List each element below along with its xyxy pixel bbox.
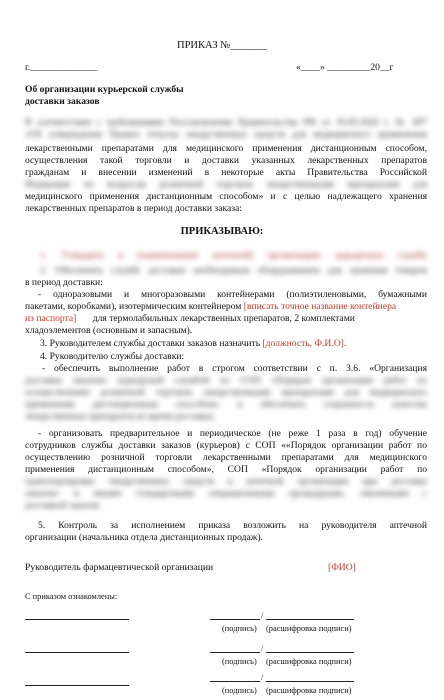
preamble-line: лекарственными препаратами для медицинского применения дистанционным способом, — [25, 143, 427, 154]
placeholder-position: [должность, Ф.И.О]. — [262, 338, 347, 349]
name-line[interactable] — [25, 618, 129, 620]
blurred-text: применения дистанционным способом» и обеспечить сохранность качества — [25, 399, 427, 410]
item2-line: хладоэлементов (основным и запасным). — [25, 325, 193, 336]
signature-line[interactable] — [210, 680, 260, 682]
item4-line: сотрудников службы доставки заказов (курьеров) с СОП ««Порядок организации работ по — [25, 440, 427, 451]
signature-line[interactable] — [210, 651, 260, 653]
decode-line[interactable] — [266, 651, 354, 653]
date-field: «____» _________20__г — [296, 62, 394, 73]
blurred-text: 2. Обеспечить службу доставки необходимым оборудованием для хранения товаров — [40, 265, 427, 276]
preamble-line: лекарственных препаратов в период доставки заказа: — [25, 203, 242, 214]
blurred-text: доставкой заказов. — [25, 500, 102, 511]
acquainted-label: С приказом ознакомлены: — [25, 592, 118, 601]
item4-line: - организовать предварительное и периодическое (не реже 1 раза в год) обучение — [38, 428, 427, 439]
subject-line-1: Об организации курьерской службы — [25, 84, 184, 95]
item2-line — [25, 301, 427, 313]
name-line[interactable] — [25, 684, 129, 686]
item2-line: - одноразовыми и многоразовыми контейнерами (полиэтиленовыми, бумажными — [38, 289, 427, 300]
item2-line — [25, 313, 427, 325]
blurred-text: доставки заказов» курьерской службой по СОП «Порядок организации работ по — [25, 375, 427, 386]
blurred-text: транспортировке лекарственных средств в аптечной организации при доставке — [25, 476, 427, 487]
slash: / — [261, 644, 264, 653]
preamble-line: гражданам и внесении изменений в некоторые акты Правительства Российской — [25, 167, 427, 178]
blurred-text: осуществлению розничной торговли лекарственными препаратами для медицинского — [25, 387, 427, 398]
preamble-line: осуществления такой торговли и доставки указанных лекарственных препаратов — [25, 155, 427, 166]
item4-line: 4. Руководителю службы доставки: — [40, 351, 185, 362]
item3-text: 3. Руководителем службы доставки заказов назначить — [40, 338, 261, 349]
decode-line[interactable] — [266, 618, 354, 620]
item4-line: применения дистанционным способом», СОП «Порядок организации работ по — [25, 464, 427, 475]
order-heading: ПРИКАЗЫВАЮ: — [180, 226, 264, 237]
sign-caption: (подпись) — [222, 686, 257, 695]
placeholder-passport: из паспорта] — [25, 313, 77, 324]
item2-line: в период доставки: — [25, 277, 103, 288]
slash: / — [261, 611, 264, 620]
placeholder-fio: [ФИО] — [328, 562, 356, 573]
decode-line[interactable] — [266, 680, 354, 682]
item2-text: пакетами, коробками), изотермическим контейнером — [25, 301, 242, 312]
blurred-text: Федерации по вопросам розничной торговли лекарственными препаратами для — [25, 179, 427, 190]
placeholder-container: [вписать точное название контейнера — [243, 301, 397, 312]
city-field: г.______________ — [25, 62, 98, 73]
order-title: ПРИКАЗ №_______ — [177, 40, 267, 51]
item4-line: осуществлению розничной торговли лекарственными препаратами для медицинского — [25, 452, 427, 463]
decode-caption: (расшифровка подписи) — [266, 624, 352, 633]
blurred-text: В соответствии с требованиями Постановления Правительства РФ от 16.05.2020 г. № 697 — [25, 117, 427, 128]
subject-line-2: доставки заказов — [25, 96, 100, 107]
name-line[interactable] — [25, 651, 129, 653]
sign-caption: (подпись) — [222, 624, 257, 633]
decode-caption: (расшифровка подписи) — [266, 657, 352, 666]
decode-caption: (расшифровка подписи) — [266, 686, 352, 695]
slash: / — [261, 673, 264, 682]
preamble-line: медицинского применения дистанционным способом» и с целью надлежащего хранения — [25, 191, 427, 202]
blurred-text: заказов» и иными стандартными операционными процедурами, связанными с — [25, 488, 427, 499]
item2-text: для термолабильных лекарственных препаратов, 2 комплектами — [92, 313, 355, 324]
item3-line — [40, 338, 442, 350]
head-label: Руководитель фармацевтической организации — [25, 562, 214, 573]
signature-line[interactable] — [210, 618, 260, 620]
blurred-text: лекарственных препаратов во время доставки; — [25, 411, 215, 422]
item4-line: - обеспечить выполнение работ в строгом соответствии с п. 3.6. «Организация — [42, 363, 427, 374]
item5-line: 5. Контроль за исполнением приказа возложить на руководителя аптечной — [38, 520, 427, 531]
item5-line: организации (начальника отдела дистанционных продаж). — [25, 532, 263, 543]
sign-caption: (подпись) — [222, 657, 257, 666]
blurred-text: 1. Утвердить в [наименование аптечной] организацию курьерскую службу — [40, 250, 427, 261]
blurred-text: «Об утверждении Правил отпуска лекарственных средств для медицинского применения — [25, 129, 427, 140]
